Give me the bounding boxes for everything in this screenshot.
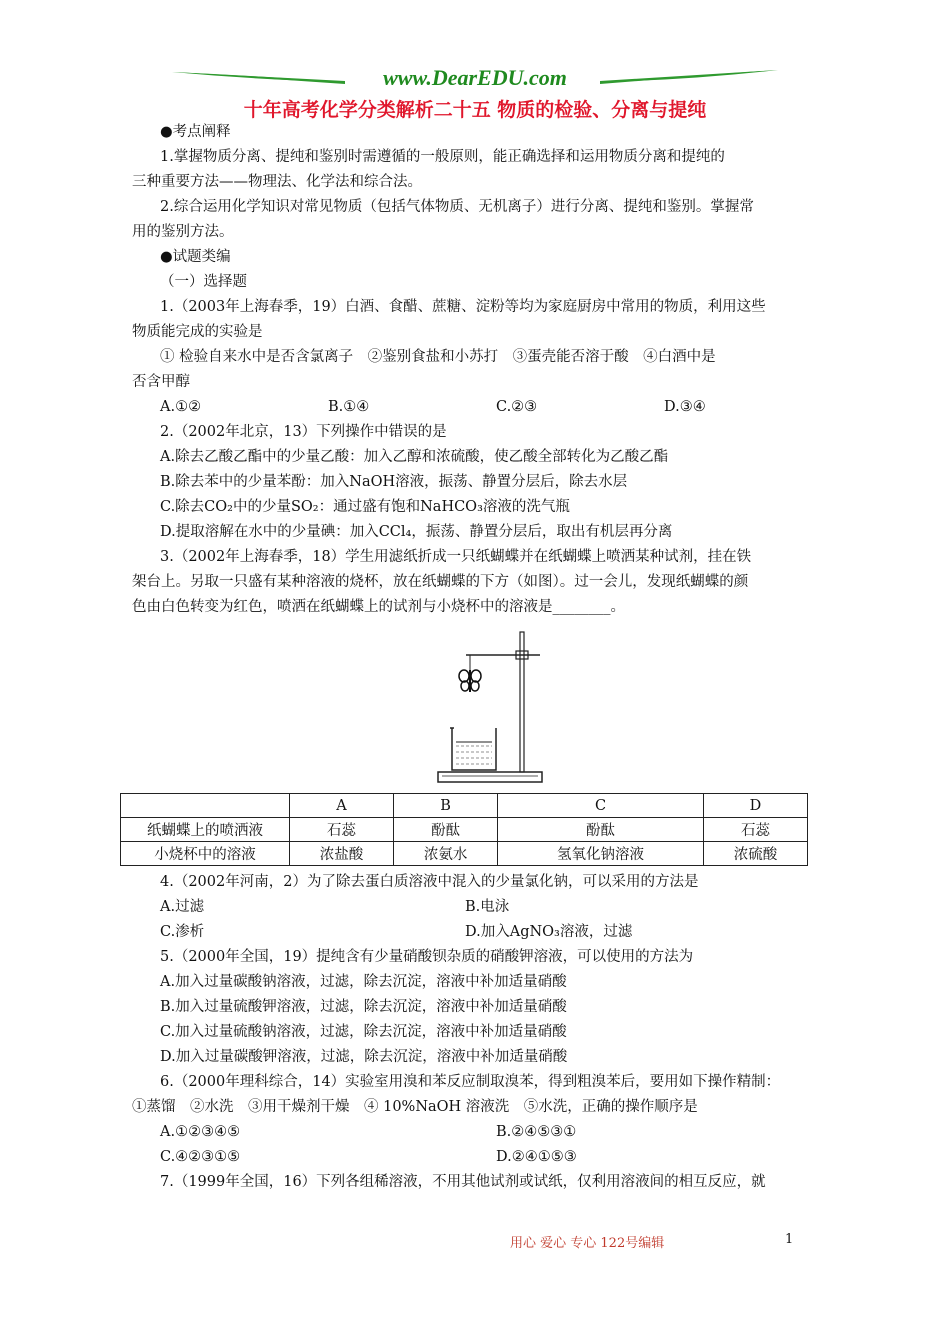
q4-option-c: C.渗析 [160, 924, 205, 940]
question-text: 6.（2000年理科综合，14）实验室用溴和苯反应制取溴苯，得到粗溴苯后，要用如下操作精制： [160, 1074, 781, 1090]
question-text: ①蒸馏 ②水洗 ③用干燥剂干燥 ④ 10%NaOH 溶液洗 ⑤水洗，正确的操作顺序是 [132, 1099, 698, 1115]
answer-table [120, 793, 808, 866]
option-line: A.加入过量碳酸钠溶液，过滤，除去沉淀，溶液中补加适量硝酸 [160, 974, 567, 990]
q4-option-d: D.加入AgNO₃溶液，过滤 [465, 924, 633, 940]
question-text: 物质能完成的实验是 [132, 324, 263, 340]
table-cell: C [498, 794, 704, 818]
option-line: B.加入过量硫酸钾溶液，过滤，除去沉淀，溶液中补加适量硝酸 [160, 999, 567, 1015]
q4-option-a: A.过滤 [160, 899, 205, 915]
table-row [121, 818, 808, 842]
table-cell: 纸蝴蝶上的喷洒液 [121, 818, 290, 842]
q1-option-c: C.②③ [496, 399, 538, 415]
text-line: 用的鉴别方法。 [132, 224, 234, 240]
table-cell: 浓氨水 [394, 842, 498, 866]
footer-text: 用心 爱心 专心 122号编辑 [510, 1236, 665, 1251]
question-text: 3.（2002年上海春季，18）学生用滤纸折成一只纸蝴蝶并在纸蝴蝶上喷洒某种试剂，挂在铁 [160, 549, 752, 565]
question-text: 4.（2002年河南，2）为了除去蛋白质溶液中混入的少量氯化钠，可以采用的方法是 [160, 874, 699, 890]
q1-option-b: B.①④ [328, 399, 370, 415]
question-text: 2.（2002年北京，13）下列操作中错误的是 [160, 424, 447, 440]
table-cell: 酚酞 [394, 818, 498, 842]
question-text: 1.（2003年上海春季，19）白酒、食醋、蔗糖、淀粉等均为家庭厨房中常用的物质，利用这些 [160, 299, 766, 315]
question-text: 5.（2000年全国，19）提纯含有少量硝酸钡杂质的硝酸钾溶液，可以使用的方法为 [160, 949, 694, 965]
text-line: 三种重要方法——物理法、化学法和综合法。 [132, 174, 422, 190]
q6-option-b: B.②④⑤③① [496, 1124, 577, 1140]
page-number: 1 [785, 1232, 794, 1247]
q6-option-a: A.①②③④⑤ [160, 1124, 241, 1140]
q4-option-b: B.电泳 [465, 899, 510, 915]
table-cell: A [290, 794, 394, 818]
question-text: 7.（1999年全国，16）下列各组稀溶液，不用其他试剂或试纸，仅利用溶液间的相互反应，就 [160, 1174, 766, 1190]
option-line: B.除去苯中的少量苯酚：加入NaOH溶液，振荡、静置分层后，除去水层 [160, 474, 628, 490]
option-line: C.除去CO₂中的少量SO₂：通过盛有饱和NaHCO₃溶液的洗气瓶 [160, 499, 570, 515]
beaker-icon [450, 728, 496, 770]
butterfly-icon [459, 670, 481, 692]
section-heading: ●试题类编 [160, 249, 231, 265]
table-cell: 石蕊 [703, 818, 807, 842]
banner-text: www.DearEDU.com [383, 65, 567, 90]
text-line: 2.综合运用化学知识对常见物质（包括气体物质、无机离子）进行分离、提纯和鉴别。掌握常 [160, 199, 754, 215]
option-line: D.提取溶解在水中的少量碘：加入CCl₄，振荡、静置分层后，取出有机层再分离 [160, 524, 673, 540]
q6-option-c: C.④②③①⑤ [160, 1149, 241, 1165]
subsection-heading: （一）选择题 [160, 274, 247, 290]
table-cell: 浓盐酸 [290, 842, 394, 866]
table-cell: B [394, 794, 498, 818]
table-cell: D [703, 794, 807, 818]
table-cell: 氢氧化钠溶液 [498, 842, 704, 866]
text-line: 1.掌握物质分离、提纯和鉴别时需遵循的一般原则，能正确选择和运用物质分离和提纯的 [160, 149, 725, 165]
option-line: D.加入过量碳酸钾溶液，过滤，除去沉淀，溶液中补加适量硝酸 [160, 1049, 568, 1065]
apparatus-figure [436, 620, 546, 786]
option-line: C.加入过量硫酸钠溶液，过滤，除去沉淀，溶液中补加适量硝酸 [160, 1024, 567, 1040]
q6-option-d: D.②④①⑤③ [496, 1149, 577, 1165]
table-cell: 石蕊 [290, 818, 394, 842]
question-text: 架台上。另取一只盛有某种溶液的烧杯，放在纸蝴蝶的下方（如图）。过一会儿，发现纸蝴蝶的颜 [132, 574, 749, 590]
question-text: 否含甲醇 [132, 374, 190, 390]
question-text: 色由白色转变为红色，喷洒在纸蝴蝶上的试剂与小烧杯中的溶液是________。 [132, 599, 625, 615]
page-title: 十年高考化学分类解析二十五 物质的检验、分离与提纯 [243, 99, 707, 121]
table-header-row [121, 794, 808, 818]
table-cell [121, 794, 290, 818]
table-row [121, 842, 808, 866]
question-text: ① 检验自来水中是否含氯离子 ②鉴别食盐和小苏打 ③蛋壳能否溶于酸 ④白酒中是 [160, 349, 716, 365]
site-banner [170, 64, 780, 94]
option-line: A.除去乙酸乙酯中的少量乙酸：加入乙醇和浓硫酸，使乙酸全部转化为乙酸乙酯 [160, 449, 669, 465]
q1-option-d: D.③④ [664, 399, 706, 415]
table-cell: 酚酞 [498, 818, 704, 842]
table-cell: 浓硫酸 [703, 842, 807, 866]
table-cell: 小烧杯中的溶液 [121, 842, 290, 866]
q1-option-a: A.①② [160, 399, 202, 415]
section-heading: ●考点阐释 [160, 124, 231, 140]
